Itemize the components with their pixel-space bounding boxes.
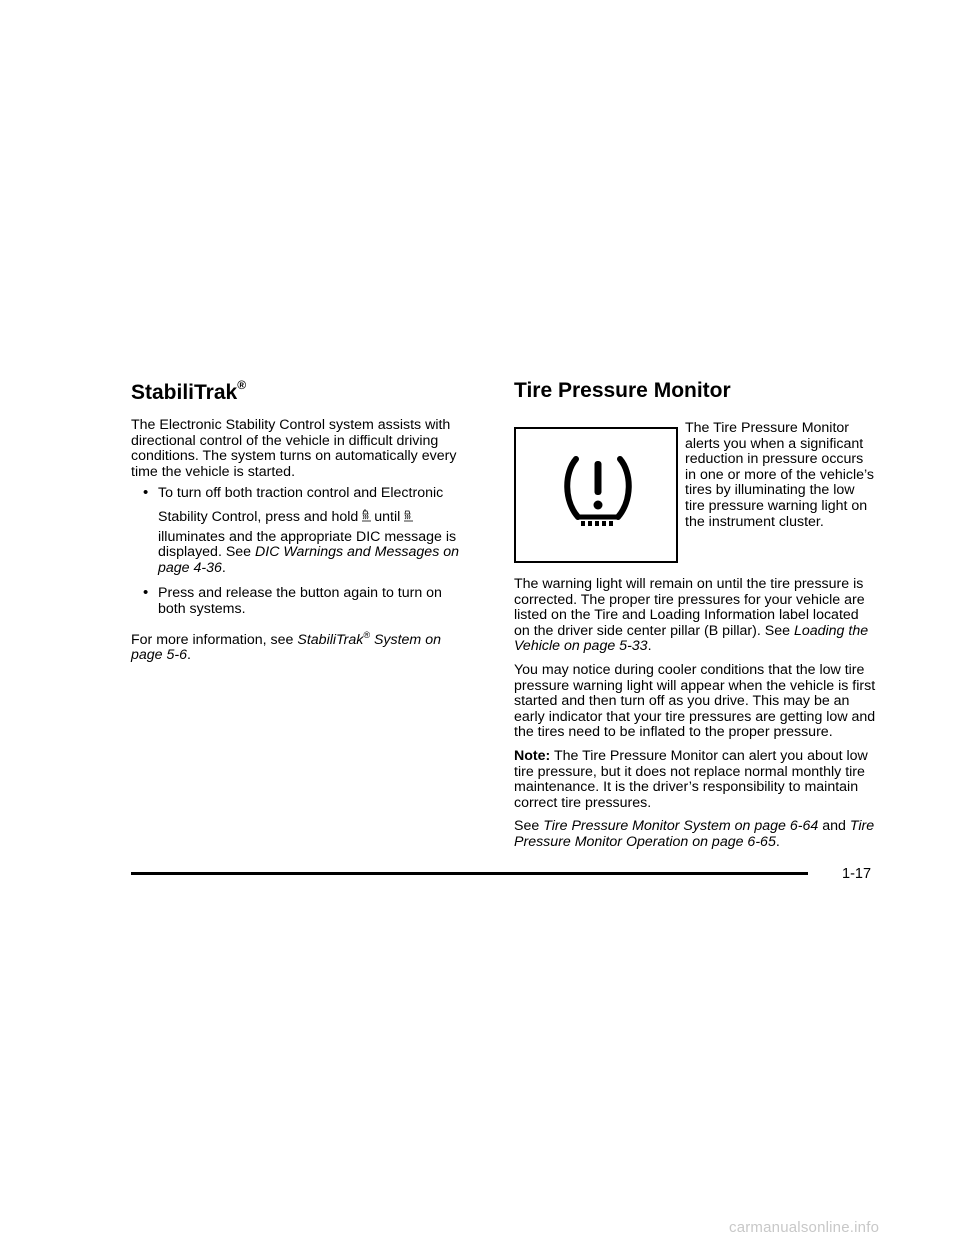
tpms-icon-box xyxy=(514,427,678,563)
link-loading-vehicle[interactable]: Loading the Vehicle on page 5-33 xyxy=(514,622,869,655)
stabilitrak-section xyxy=(131,372,471,664)
section-title-stabilitrak: StabiliTrak® xyxy=(131,378,247,404)
page-number: 1-17 xyxy=(842,866,872,882)
stability-control-icon xyxy=(362,509,371,522)
tire-pressure-section xyxy=(514,378,876,851)
tpms-icon-description: The Tire Pressure Monitor alerts you when a significant reduction in pressure occurs in one or more of the vehicle’s tires by illuminating the low tire pressure warning light on the instrument cluster. xyxy=(685,420,875,530)
link-tpms-operation[interactable]: Tire Pressure Monitor Operation on page 6-65 xyxy=(514,818,875,850)
footer-rule xyxy=(131,872,808,875)
tpms-note: Note: The Tire Pressure Monitor can alert you about low tire pressure, but it does not replace normal monthly tire maintenance. It is the driver’s responsibility to maintain correct tire pressures. xyxy=(514,747,868,811)
tpms-paragraph-2: You may notice during cooler conditions that the low tire pressure warning light will appear when the vehicle is first started and then turn off as you drive. This may be an early indicator that your tire pressures are getting low and the tires need to be inflated to the proper pressure. xyxy=(514,661,876,741)
bullet-turn-on: • Press and release the button again to turn on both systems. xyxy=(131,586,471,617)
tpms-paragraph-1: The warning light will remain on until the tire pressure is corrected. The proper tire pressures for your vehicle are listed on the Tire and Loading Information label located on the driver side center pillar (B pillar). See Loading the Vehicle on page 5-33. xyxy=(514,576,869,655)
tpms-see-also: See Tire Pressure Monitor System on page 6-64 and Tire Pressure Monitor Operation on page 6-65. xyxy=(514,818,875,850)
link-dic-warnings[interactable]: DIC Warnings and Messages on page 4-36 xyxy=(158,544,460,576)
stabilitrak-more-info: For more information, see StabiliTrak® System on page 5-6. xyxy=(131,629,441,664)
section-title-tire-pressure: Tire Pressure Monitor xyxy=(514,379,731,402)
tire-pressure-warning-icon xyxy=(564,453,632,545)
link-tpms-system[interactable]: Tire Pressure Monitor System on page 6-64 xyxy=(543,818,819,835)
stability-control-icon xyxy=(404,509,413,522)
tpms-figure-block xyxy=(514,421,876,569)
bullet-turn-off: • To turn off both traction control and Electronic Stability Control, press and hold until illuminates and the appropriate DIC message is displayed. See DIC Warnings and Messages on page 4-36. xyxy=(131,486,471,576)
stabilitrak-bullets xyxy=(131,486,471,617)
stabilitrak-intro: The Electronic Stability Control system assists with directional control of the vehicle in difficult driving conditions. The system turns on automatically every time the vehicle is started. xyxy=(131,417,457,480)
watermark: carmanualsonline.info xyxy=(729,1219,880,1236)
link-stabilitrak-system[interactable]: StabiliTrak® System on page 5-6 xyxy=(131,629,441,664)
